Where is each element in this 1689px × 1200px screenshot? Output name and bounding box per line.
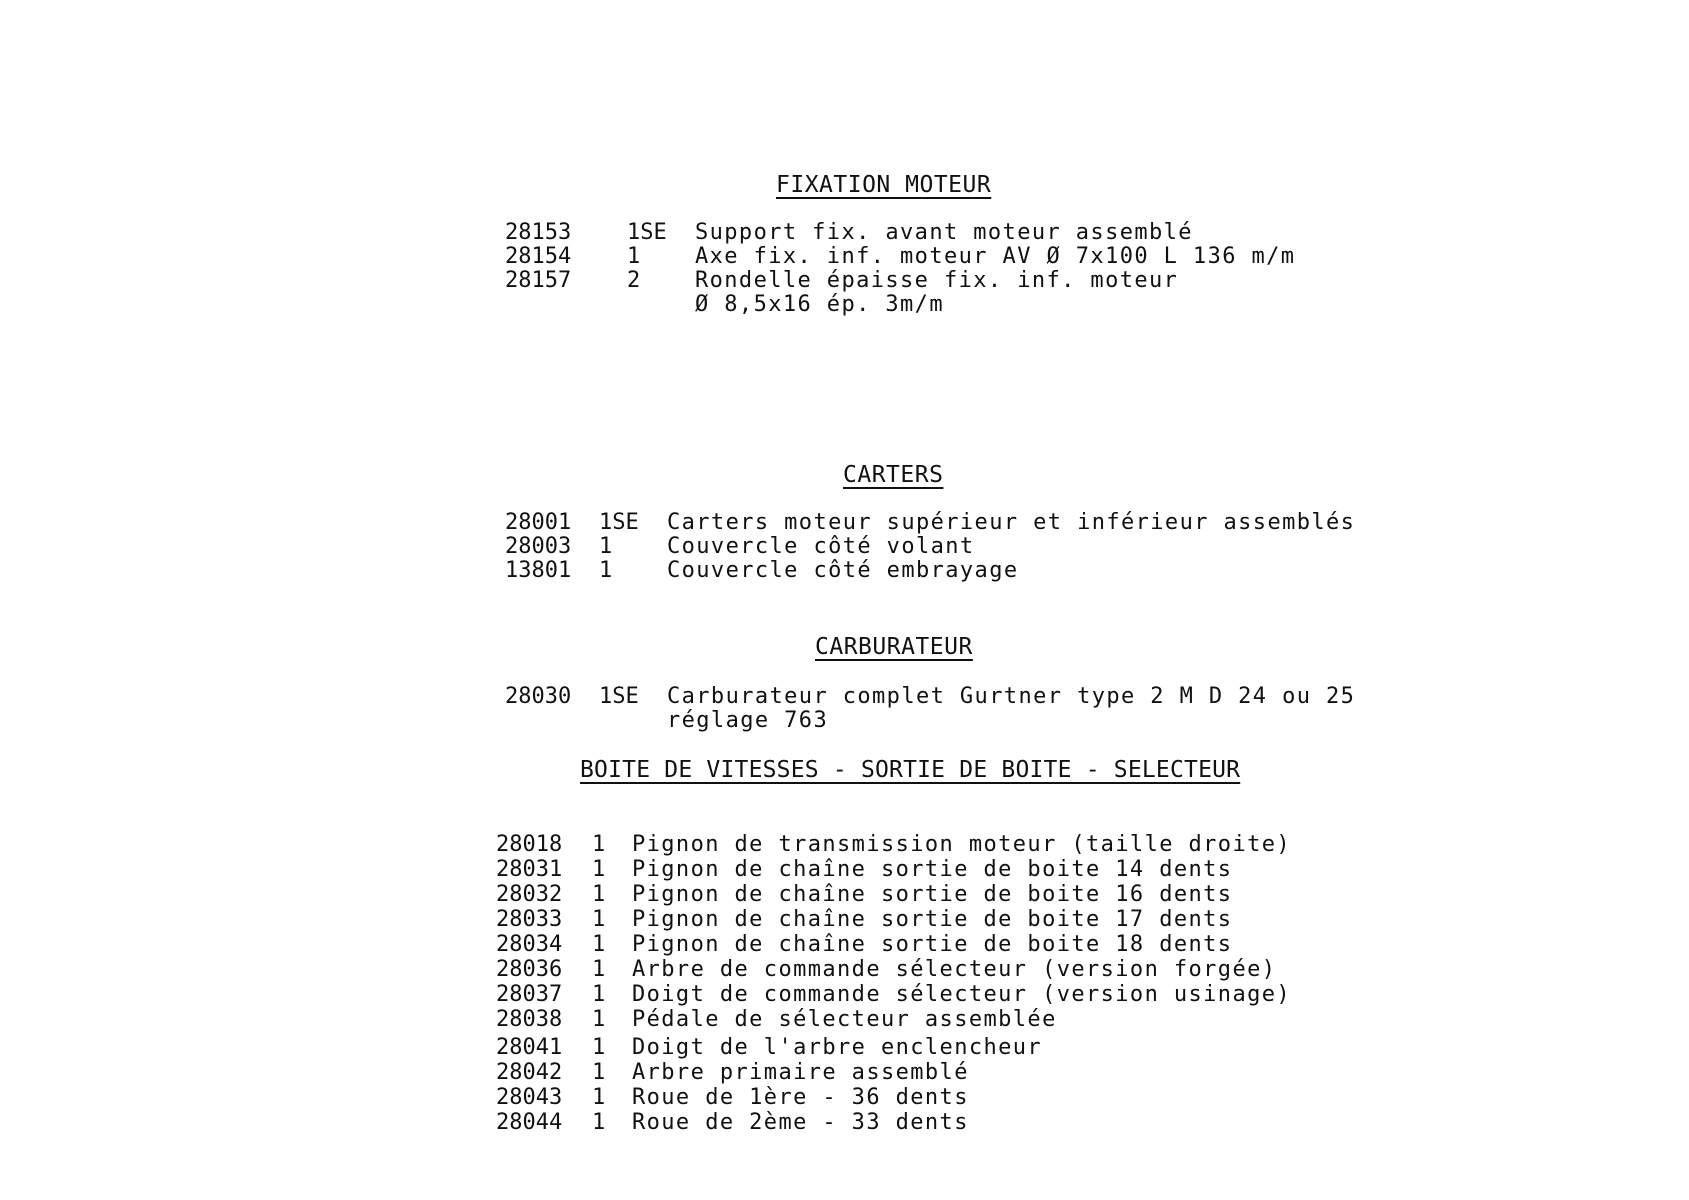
part-description: Ø 8,5x16 ép. 3m/m bbox=[695, 292, 944, 317]
part-quantity: 1 bbox=[592, 982, 606, 1007]
part-quantity: 2 bbox=[627, 268, 641, 293]
part-description: Pignon de chaîne sortie de boite 16 dents bbox=[632, 882, 1233, 907]
part-code: 28043 bbox=[496, 1085, 563, 1110]
part-quantity: 1 bbox=[592, 957, 606, 982]
part-code: 28041 bbox=[496, 1035, 563, 1060]
part-description: Support fix. avant moteur assemblé bbox=[695, 220, 1193, 245]
part-code: 28042 bbox=[496, 1060, 563, 1085]
part-code: 28153 bbox=[505, 220, 572, 245]
part-quantity: 1 bbox=[592, 1110, 606, 1135]
part-description: Roue de 2ème - 33 dents bbox=[632, 1110, 969, 1135]
part-description: Couvercle côté volant bbox=[667, 534, 975, 559]
part-quantity: 1 bbox=[592, 1007, 606, 1032]
part-description: Doigt de commande sélecteur (version usinage) bbox=[632, 982, 1292, 1007]
part-quantity: 1 bbox=[592, 1085, 606, 1110]
part-description: Couvercle côté embrayage bbox=[667, 558, 1019, 583]
part-quantity: 1 bbox=[592, 1035, 606, 1060]
part-description: réglage 763 bbox=[667, 708, 829, 733]
part-quantity: 1SE bbox=[599, 684, 639, 709]
part-code: 28018 bbox=[496, 832, 563, 857]
part-code: 28031 bbox=[496, 857, 563, 882]
part-description: Carters moteur supérieur et inférieur assemblés bbox=[667, 510, 1356, 535]
section-title-fixation-moteur: FIXATION MOTEUR bbox=[776, 172, 992, 198]
part-description: Rondelle épaisse fix. inf. moteur bbox=[695, 268, 1179, 293]
part-code: 28157 bbox=[505, 268, 572, 293]
part-quantity: 1 bbox=[627, 244, 641, 269]
part-description: Pignon de chaîne sortie de boite 18 dents bbox=[632, 932, 1233, 957]
part-description: Carburateur complet Gurtner type 2 M D 24 ou 25 bbox=[667, 684, 1356, 709]
part-quantity: 1 bbox=[599, 558, 613, 583]
part-code: 13801 bbox=[505, 558, 572, 583]
part-code: 28030 bbox=[505, 684, 572, 709]
part-description: Axe fix. inf. moteur AV Ø 7x100 L 136 m/m bbox=[695, 244, 1296, 269]
part-code: 28037 bbox=[496, 982, 563, 1007]
part-quantity: 1 bbox=[592, 907, 606, 932]
part-quantity: 1 bbox=[592, 1060, 606, 1085]
part-code: 28003 bbox=[505, 534, 572, 559]
part-description: Pignon de chaîne sortie de boite 17 dents bbox=[632, 907, 1233, 932]
part-code: 28001 bbox=[505, 510, 572, 535]
section-title-boite-de-vitesses: BOITE DE VITESSES - SORTIE DE BOITE - SELECTEUR bbox=[580, 757, 1241, 783]
part-quantity: 1SE bbox=[599, 510, 639, 535]
part-quantity: 1 bbox=[592, 832, 606, 857]
part-code: 28034 bbox=[496, 932, 563, 957]
part-quantity: 1 bbox=[592, 857, 606, 882]
part-code: 28038 bbox=[496, 1007, 563, 1032]
part-description: Pédale de sélecteur assemblée bbox=[632, 1007, 1057, 1032]
part-code: 28032 bbox=[496, 882, 563, 907]
part-code: 28036 bbox=[496, 957, 563, 982]
part-description: Pignon de chaîne sortie de boite 14 dents bbox=[632, 857, 1233, 882]
section-title-carters: CARTERS bbox=[843, 462, 944, 488]
part-code: 28154 bbox=[505, 244, 572, 269]
part-code: 28044 bbox=[496, 1110, 563, 1135]
part-description: Arbre de commande sélecteur (version forgée) bbox=[632, 957, 1277, 982]
part-quantity: 1SE bbox=[627, 220, 667, 245]
part-description: Arbre primaire assemblé bbox=[632, 1060, 969, 1085]
part-quantity: 1 bbox=[592, 932, 606, 957]
part-code: 28033 bbox=[496, 907, 563, 932]
part-description: Doigt de l'arbre enclencheur bbox=[632, 1035, 1043, 1060]
part-quantity: 1 bbox=[592, 882, 606, 907]
part-description: Pignon de transmission moteur (taille droite) bbox=[632, 832, 1292, 857]
section-title-carburateur: CARBURATEUR bbox=[815, 634, 973, 660]
part-quantity: 1 bbox=[599, 534, 613, 559]
part-description: Roue de 1ère - 36 dents bbox=[632, 1085, 969, 1110]
